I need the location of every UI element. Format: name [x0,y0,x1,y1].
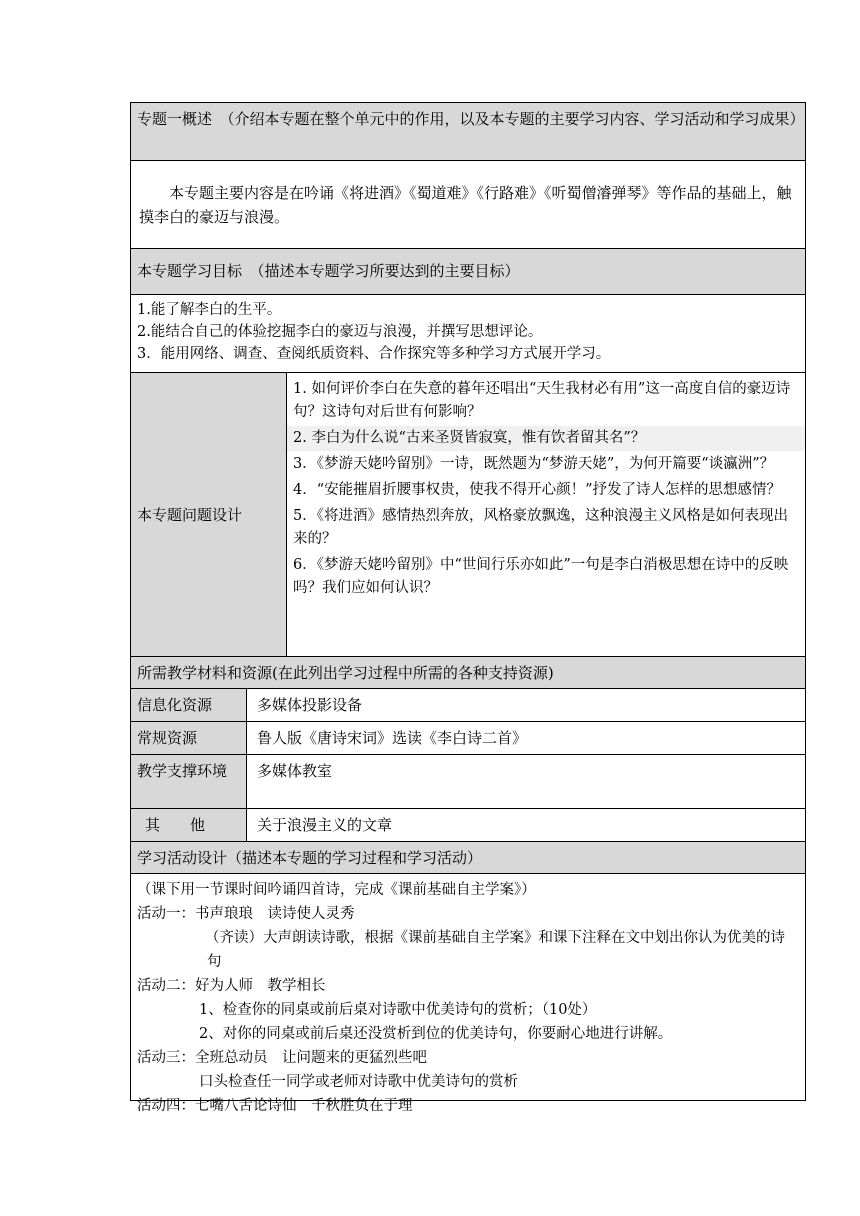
activity-text: （齐读）大声朗读诗歌，根据《课前基础自主学案》和课下注释在文中划出你认为优美的诗句 [205,930,785,970]
overview-body: 本专题主要内容是在吟诵《将进酒》《蜀道难》《行路难》《听蜀僧濬弹琴》等作品的基础上，触摸李白的豪迈与浪漫。 [131,161,805,249]
activity-text: 口头检查任一同学或老师对诗歌中优美诗句的赏析 [199,1074,518,1090]
question-item: 4．“安能摧眉折腰事权贵，使我不得开心颜！”抒发了诗人怎样的思想感情？ [293,482,782,498]
goals-list [131,295,805,373]
lesson-plan-table [130,102,806,1114]
goal-item: 1.能了解李白的生平。 [137,302,282,318]
activity-text: 2、对你的同桌或前后桌还没赏析到位的优美诗句，你要耐心地进行讲解。 [199,1026,673,1042]
goals-header: 本专题学习目标 （描述本专题学习所要达到的主要目标） [131,249,805,295]
question-item: 6．《梦游天姥吟留别》中“世间行乐亦如此”一句是李白消极思想在诗中的反映吗？我们应如何认识？ [293,557,789,596]
resource-value: 鲁人版《唐诗宋词》选读《李白诗二首》 [257,729,528,747]
resource-label: 常规资源 [131,722,247,754]
goal-item: 2.能结合自己的体验挖掘李白的豪迈与浪漫，并撰写思想评论。 [137,324,543,340]
questions-section [131,373,805,657]
activity-title: 活动二：好为人师 教学相长 [137,978,326,994]
resource-label: 教学支撑环境 [131,755,247,808]
resources-header: 所需教学材料和资源(在此列出学习过程中所需的各种支持资源) [131,657,805,689]
resource-label: 其 他 [131,809,247,841]
question-item: 1. 如何评价李白在失意的暮年还唱出“天生我材必有用”这一高度自信的豪迈诗句？这诗句对后世有何影响？ [293,381,791,420]
goal-item: 3．能用网络、调查、查阅纸质资料、合作探究等多种学习方式展开学习。 [137,346,611,362]
resource-row [131,722,805,755]
activities-body [131,874,805,1114]
activity-title: 活动三：全班总动员 让问题来的更猛烈些吧 [137,1050,427,1066]
questions-list [287,373,805,656]
resource-row [131,809,805,842]
activity-title: 活动一：书声琅琅 读诗使人灵秀 [137,906,355,922]
resource-value: 多媒体投影设备 [257,696,363,714]
question-item: 5．《将进酒》感情热烈奔放，风格豪放飘逸，这种浪漫主义风格是如何表现出来的？ [293,508,788,547]
activities-header: 学习活动设计（描述本专题的学习过程和学习活动） [131,842,805,874]
resource-value: 多媒体教室 [257,762,333,780]
resource-row [131,755,805,809]
question-item: 2. 李白为什么说“古来圣贤皆寂寞，惟有饮者留其名”？ [287,426,805,451]
overview-header: 专题一概述 （介绍本专题在整个单元中的作用，以及本专题的主要学习内容、学习活动和学习成果） [131,103,805,161]
resource-label: 信息化资源 [131,689,247,721]
activities-intro: （课下用一节课时间吟诵四首诗，完成《课前基础自主学案》） [137,882,536,898]
activity-title: 活动四：七嘴八舌论诗仙 千秋胜负在于理 [137,1098,413,1114]
question-item: 3．《梦游天姥吟留别》一诗，既然题为“梦游天姥”，为何开篇要“谈瀛洲”？ [293,456,775,472]
resource-row [131,689,805,722]
questions-label: 本专题问题设计 [131,373,287,656]
resource-value: 关于浪漫主义的文章 [257,816,393,834]
activity-text: 1、检查你的同桌或前后桌对诗歌中优美诗句的赏析；（10处） [199,1002,597,1018]
